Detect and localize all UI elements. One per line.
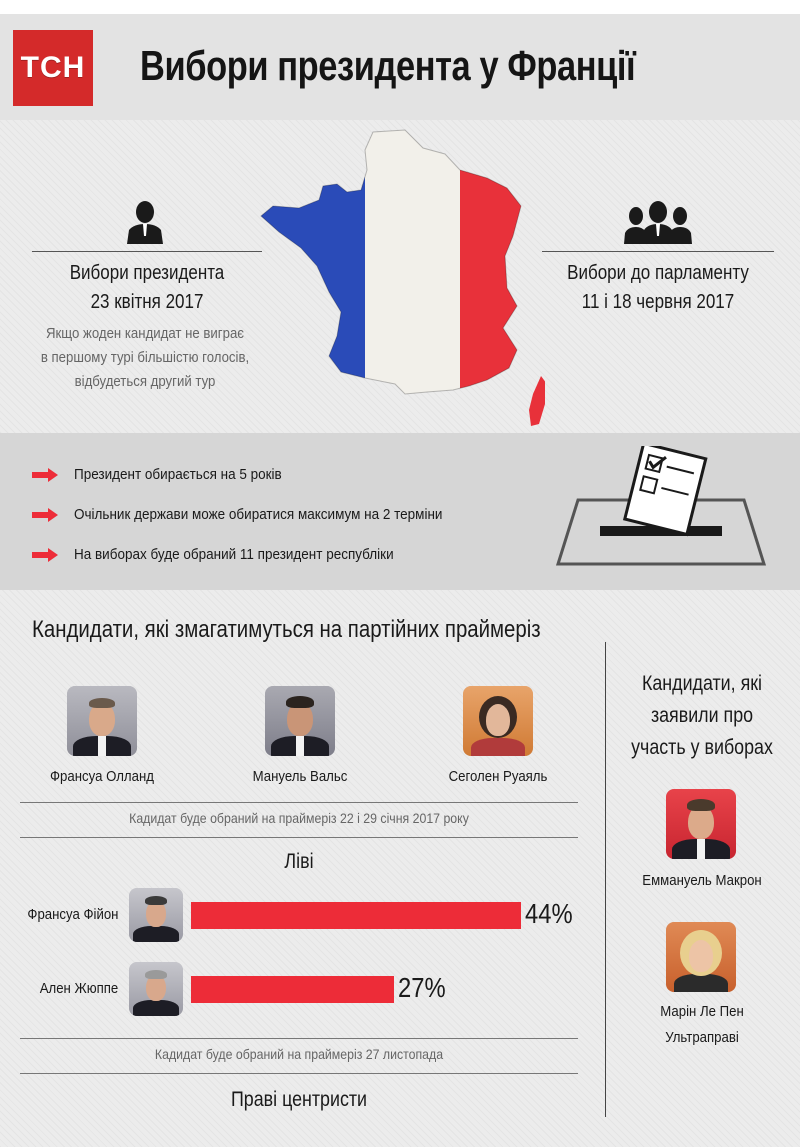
presidential-note-2: в першому турі більшістю голосів,	[40, 349, 250, 366]
header-top-strip	[0, 0, 800, 14]
arrow-right-icon	[32, 548, 58, 562]
left-label: Ліві	[284, 850, 314, 873]
presidential-title: Вибори президента	[69, 262, 225, 284]
candidate-name: Франсуа Олланд	[50, 768, 154, 785]
candidate-name: Сеголен Руаяль	[448, 768, 548, 785]
candidate-name: Мануель Вальс	[252, 768, 348, 785]
logo-text: ТСН	[20, 51, 86, 84]
fact-item	[32, 546, 429, 563]
fact-item	[32, 466, 305, 483]
declared-candidate-subtitle: Ультраправі	[665, 1029, 739, 1046]
ballot-box-icon	[556, 446, 766, 568]
result-bar	[191, 976, 394, 1003]
right-label: Праві центристи	[230, 1088, 368, 1111]
divider	[20, 802, 578, 803]
fact-text: Очільник держави може обиратися максимум на 2 терміни	[74, 506, 443, 523]
candidate-photo-le-pen	[666, 922, 736, 992]
result-candidate-name: Ален Жюппе	[39, 980, 118, 997]
presidential-divider	[32, 251, 262, 252]
tsn-logo[interactable]	[13, 30, 93, 106]
declared-heading-3: участь у виборах	[631, 736, 773, 759]
parliament-divider	[542, 251, 774, 252]
primaries-heading: Кандидати, які змагатимуться на партійних праймеріз	[32, 616, 541, 643]
presidential-note-3: відбудеться другий тур	[74, 373, 216, 390]
result-candidate-photo	[129, 962, 183, 1016]
candidate-photo-valls	[265, 686, 335, 756]
arrow-right-icon	[32, 508, 58, 522]
france-flag-map	[255, 128, 545, 428]
candidate-photo-hollande	[67, 686, 137, 756]
candidate-photo-royal	[463, 686, 533, 756]
person-icon	[126, 200, 164, 244]
result-bar	[191, 902, 521, 929]
parliament-date: 11 і 18 червня 2017	[581, 291, 735, 313]
divider	[20, 837, 578, 838]
page-title: Вибори президента у Франції	[140, 42, 636, 89]
presidential-date: 23 квітня 2017	[90, 291, 204, 313]
right-primary-note: Кадидат буде обраний на праймеріз 27 листопада	[154, 1046, 444, 1062]
left-primary-note: Кадидат буде обраний на праймеріз 22 і 29 січня 2017 року	[129, 810, 469, 826]
declared-candidate-name: Еммануель Макрон	[642, 872, 762, 889]
column-divider	[605, 642, 606, 1117]
declared-heading-2: заявили про	[650, 704, 754, 727]
candidate-photo-macron	[666, 789, 736, 859]
result-candidate-photo	[129, 888, 183, 942]
fact-text: На виборах буде обраний 11 президент республіки	[74, 546, 394, 563]
divider	[20, 1073, 578, 1074]
presidential-note-1: Якщо жоден кандидат не виграє	[45, 325, 245, 342]
arrow-right-icon	[32, 468, 58, 482]
group-icon	[624, 200, 692, 244]
result-candidate-name: Франсуа Фійон	[26, 906, 118, 923]
result-percent-label: 27%	[397, 972, 446, 1003]
header	[0, 0, 800, 120]
declared-candidate-name: Марін Ле Пен	[660, 1003, 744, 1020]
divider	[20, 1038, 578, 1039]
result-percent-label: 44%	[525, 898, 573, 929]
fact-item	[32, 506, 483, 523]
fact-text: Президент обирається на 5 років	[74, 466, 282, 483]
parliament-title: Вибори до парламенту	[567, 262, 749, 284]
declared-heading-1: Кандидати, які	[641, 672, 763, 695]
